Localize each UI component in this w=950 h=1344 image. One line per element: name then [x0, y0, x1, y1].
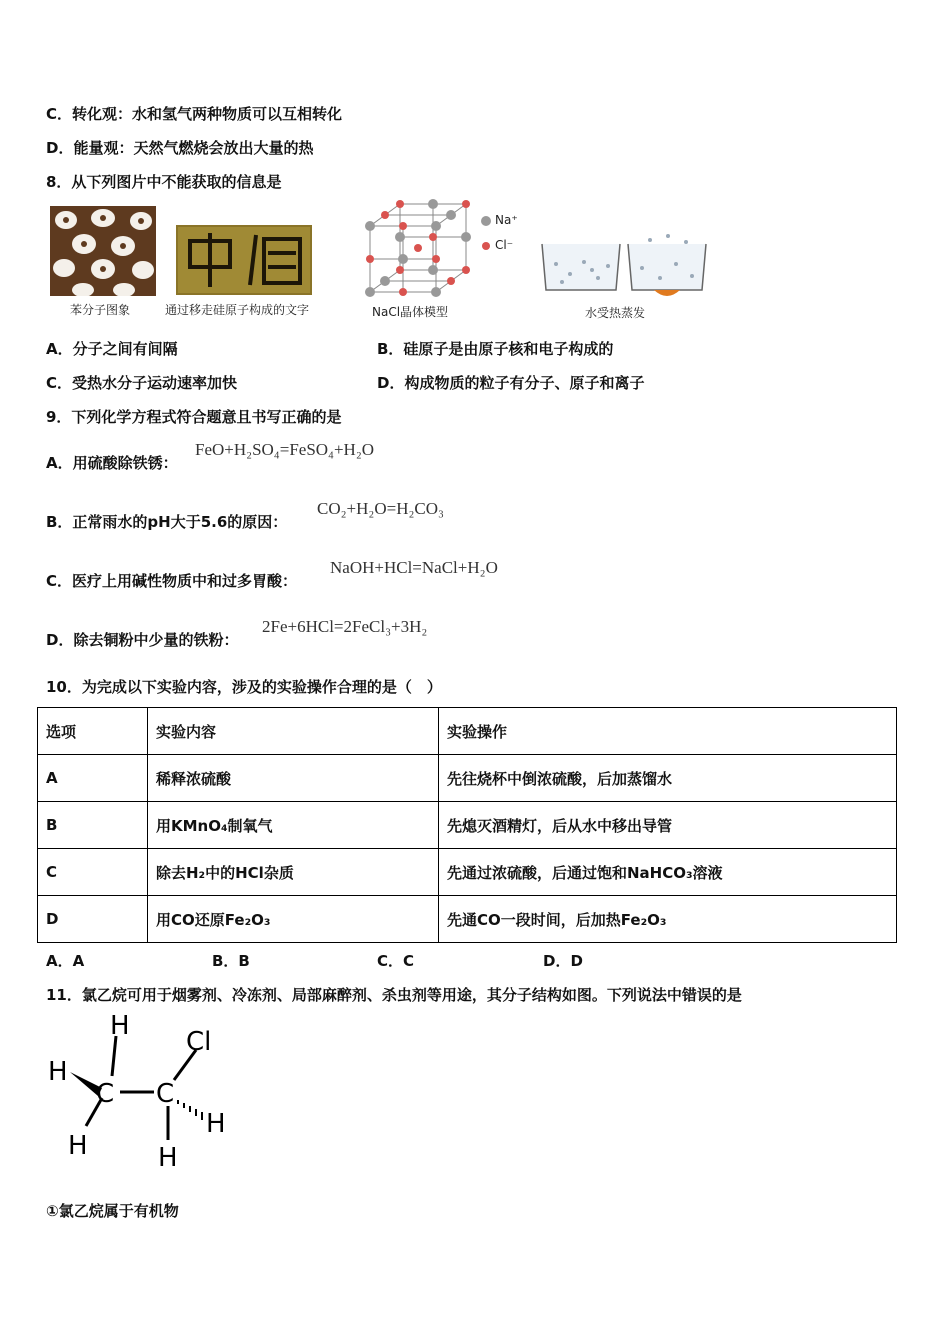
table-header-row: [38, 708, 897, 755]
option-9c-formula: NaOH+HCl=NaCl+H₂O: [330, 558, 498, 577]
option-10b: B．B: [212, 952, 250, 970]
atom-h-bottom-left: H: [68, 1131, 88, 1161]
question-10-stem: 10．为完成以下实验内容，涉及的实验操作合理的是（ ）: [46, 678, 442, 696]
caption-nacl: NaCl晶体模型: [372, 305, 449, 319]
option-8a: A．分子之间有间隔: [46, 340, 178, 358]
silicon-text-image: [176, 225, 312, 295]
atom-h-top: H: [110, 1014, 130, 1041]
row-content: 除去H₂中的HCl杂质: [148, 849, 439, 896]
option-9a-formula: FeO+H₂SO₄=FeSO₄+H₂O: [195, 440, 375, 459]
option-9b-label: B．正常雨水的pH大于5.6的原因：: [46, 513, 288, 531]
nacl-crystal-model: [362, 198, 474, 298]
table-row: [38, 896, 897, 943]
question-8-stem: 8．从下列图片中不能获取的信息是: [46, 173, 282, 191]
option-9d-label: D．除去铜粉中少量的铁粉：: [46, 631, 239, 649]
atom-h-left: H: [48, 1057, 68, 1087]
header-option: 选项: [38, 708, 148, 755]
experiment-table: [37, 707, 897, 943]
row-label: C: [38, 849, 148, 896]
option-9a-label: A．用硫酸除铁锈：: [46, 454, 178, 472]
option-10c: C．C: [377, 952, 415, 970]
option-9c-label: C．医疗上用碱性物质中和过多胃酸：: [46, 572, 298, 590]
statement-11-1: ①氯乙烷属于有机物: [46, 1202, 179, 1220]
atom-h-bottom: H: [158, 1143, 178, 1173]
water-evaporation-image: [536, 234, 712, 302]
row-content: 用CO还原Fe₂O₃: [148, 896, 439, 943]
cl-ion-legend-icon: [480, 240, 492, 252]
atom-cl: Cl: [186, 1027, 212, 1057]
caption-benzene: 苯分子图象: [70, 303, 131, 317]
row-operation: 先往烧杯中倒浓硫酸，后加蒸馏水: [439, 755, 897, 802]
option-7d: D．能量观：天然气燃烧会放出大量的热: [46, 139, 314, 157]
option-10d: D．D: [543, 952, 583, 970]
caption-silicon: 通过移走硅原子构成的文字: [165, 303, 310, 317]
table-row: [38, 802, 897, 849]
option-7c: C．转化观：水和氢气两种物质可以互相转化: [46, 105, 343, 123]
table-row: [38, 755, 897, 802]
table-row: [38, 849, 897, 896]
chloroethane-structure: [44, 1014, 244, 1174]
row-content: 用KMnO₄制氧气: [148, 802, 439, 849]
option-9b-formula: CO₂+H₂O=H₂CO₃: [317, 499, 444, 518]
row-label: A: [38, 755, 148, 802]
option-8b: B．硅原子是由原子核和电子构成的: [377, 340, 614, 358]
question-11-stem: 11．氯乙烷可用于烟雾剂、冷冻剂、局部麻醉剂、杀虫剂等用途，其分子结构如图。下列说法中错误的是: [46, 986, 742, 1004]
benzene-image: [50, 206, 156, 296]
question-9-stem: 9．下列化学方程式符合题意且书写正确的是: [46, 408, 342, 426]
atom-h-right: H: [206, 1109, 226, 1139]
option-9d-formula: 2Fe+6HCl=2FeCl₃+3H₂: [262, 617, 428, 636]
option-10a: A．A: [46, 952, 85, 970]
header-operation: 实验操作: [439, 708, 897, 755]
option-8d: D．构成物质的粒子有分子、原子和离子: [377, 374, 645, 392]
na-ion-legend-icon: [480, 215, 492, 227]
legend-na: Na⁺: [495, 213, 518, 227]
row-content: 稀释浓硫酸: [148, 755, 439, 802]
row-operation: 先通过浓硫酸，后通过饱和NaHCO₃溶液: [439, 849, 897, 896]
row-label: B: [38, 802, 148, 849]
row-label: D: [38, 896, 148, 943]
row-operation: 先熄灭酒精灯，后从水中移出导管: [439, 802, 897, 849]
row-operation: 先通CO一段时间，后加热Fe₂O₃: [439, 896, 897, 943]
legend-cl: Cl⁻: [495, 238, 514, 252]
option-8c: C．受热水分子运动速率加快: [46, 374, 238, 392]
atom-c2: C: [156, 1079, 175, 1109]
header-content: 实验内容: [148, 708, 439, 755]
caption-water: 水受热蒸发: [585, 306, 646, 320]
atom-c1: C: [96, 1079, 115, 1109]
